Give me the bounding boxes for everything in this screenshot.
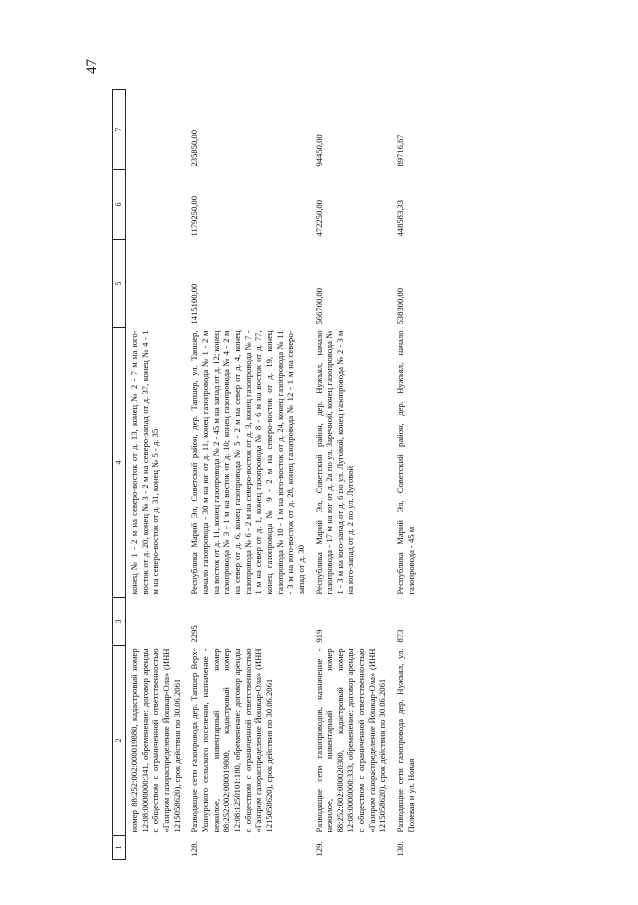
row-length: 919 [313, 629, 324, 643]
row-location: конец № 1 - 2 м на северо-восток от д. 13, конец № 2 - 7 м на юго-восток от д. 20, конец № 3 - 2 м на северо-запад от д. 37, конец № 4 - 1 м на северо-восток от д. 31, конец № 5 - д. 35 [129, 330, 161, 595]
row-number: 129. [313, 841, 324, 857]
page-number: 47 [84, 59, 100, 74]
column-header-4: 4 [113, 328, 126, 598]
row-col5: 538300,00 [395, 287, 406, 325]
row-col5: 1415100,00 [189, 283, 200, 325]
table-row [311, 90, 393, 860]
row-description: Разводящие сети газопровода дер. Нужъял, ул. Полевая и ул. Новая [395, 648, 416, 833]
row-col6: 448583,33 [395, 199, 406, 237]
table-row [126, 90, 187, 860]
row-description: номер 88:252:002:000019880, кадастровый номер 12:08:0000000:341, обременение: договор аренды с обществом с ограниченной ответственностью «Газпром газораспределение Йошкар-Ола» (ИНН 1215058620), срок действия по 30.06.2061 [129, 648, 182, 833]
row-description: Разводящие сети газопровода дер. Тапшер Верх-Ушнурского сельского поселения, назначение - нежилое, инвентарный номер 88:252:002:000019800, кадастровый номер 12:08:1250101:180, обременение: договор аренды с обществом с ограниченной ответственностью «Газпром газораспределение Йошкар-Ола» (ИНН 1215058620), срок действия по 30.06.2061 [189, 648, 274, 833]
column-header-6: 6 [113, 170, 126, 240]
column-header-5: 5 [113, 240, 126, 328]
row-location: Республика Марий Эл, Советский район, дер. Тапшер, ул. Тапшер, начало газопровода - 30 м на юг от д. 11, конец газопровода № 1 - 2 м на восток от д. 11, конец газопровода № 2 - 45 м на запад от д. 12; конец газопровода № 3 - 1 м на восток от д. 10; конец газопровода № 4 - 2 м на север от д. 6, конец газопровода № 5 - 2 м на север от д. 4, конец газопровода № 6 - 2 м на северо-восток от д. 3, конец газопровода № 7 - 1 м на север от д. 1, конец газопровода № 8 - 6 м на восток от д. 77, конец газопровода № 9 - 2 м на северо-восток от д. 19, конец газопровода № 10 - 1 м на юго-восток от д. 24, конец газопровода № 11 - 3 м на юго-восток от д. 28, конец газопровода № 12 - 1 м на северо-запад от д. 30 [189, 330, 306, 595]
row-col6: 1179250,00 [189, 195, 200, 237]
column-number-header-row [113, 90, 126, 860]
row-col6 [126, 170, 187, 240]
column-header-2: 2 [113, 646, 126, 836]
row-col7: 235850,00 [189, 129, 200, 167]
row-length: 873 [395, 629, 406, 643]
row-number [126, 836, 187, 860]
row-col5 [126, 240, 187, 328]
row-description: Разводящие сети газопроводов, назначение - нежилое, инвентарный номер 88:252:002:000020300, кадастровый номер 12:08:0000000:333, обременение: договор аренды с обществом с ограниченной ответственностью «Газпром газораспределение Йошкар-Ола» (ИНН 1215058620), срок действия по 30.06.2061 [313, 648, 388, 833]
row-number: 128. [189, 841, 200, 857]
table-row [392, 90, 420, 860]
row-location: Республика Марий Эл, Советский район, дер. Нужъял, начало газопровода - 45 м [395, 330, 416, 595]
row-col7: 94450,00 [313, 134, 324, 167]
row-length [126, 598, 187, 646]
rotated-page [112, 90, 530, 860]
row-col7: 89716,67 [395, 134, 406, 167]
column-header-7: 7 [113, 90, 126, 170]
table-row [186, 90, 310, 860]
row-number: 130. [395, 841, 406, 857]
row-col6: 472250,00 [313, 199, 324, 237]
column-header-3: 3 [113, 598, 126, 646]
row-col5: 566700,00 [313, 287, 324, 325]
row-length: 2295 [189, 625, 200, 643]
row-location: Республика Марий Эл, Советский район, дер. Нужъял, начало газопровода - 17 м на юг от д. 2а по ул. Заречной, конец газопровода № 1 - 3 м на юго-запад от д. 6 по ул. Луговой, конец газопровода № 2 - 3 м на юго-запад от д. 2 по ул. Луговой [313, 330, 356, 595]
row-col7 [126, 90, 187, 170]
property-table [112, 89, 420, 860]
column-header-1: 1 [113, 836, 126, 860]
